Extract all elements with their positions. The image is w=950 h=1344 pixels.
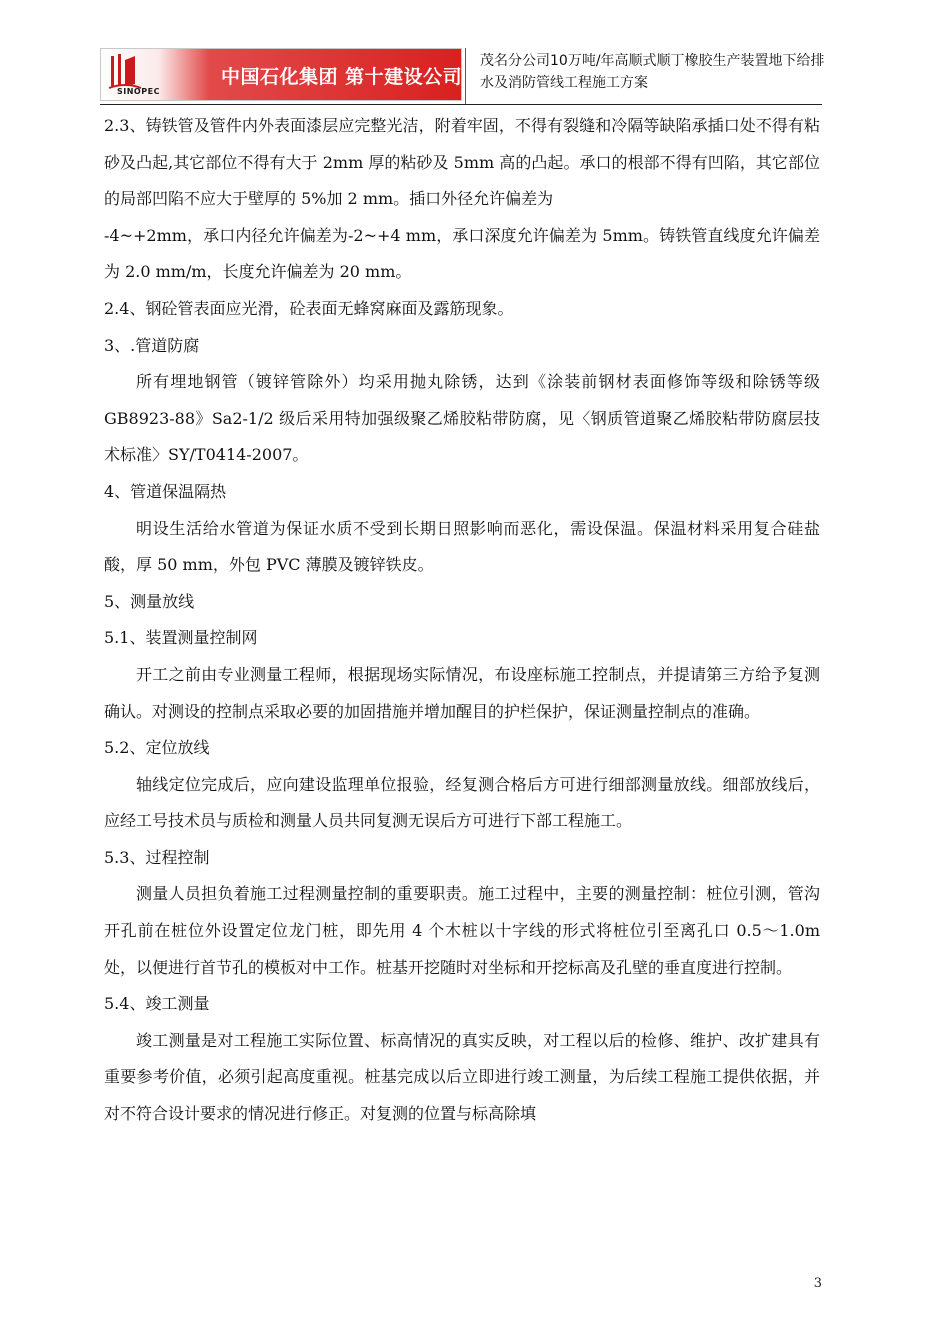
section-heading-4: 4、管道保温隔热	[104, 481, 227, 501]
section-heading-3: 3、.管道防腐	[104, 335, 200, 355]
paragraph-completion-survey: 竣工测量是对工程施工实际位置、标高情况的真实反映，对工程以后的检修、维护、改扩建具有重要参考价值，必须引起高度重视。桩基完成以后立即进行竣工测量，为后续工程施工提供依据，并对不符合设计要求的情况进行修正。对复测的位置与标高除填	[104, 1030, 820, 1124]
section-heading-5: 5、测量放线	[104, 591, 195, 611]
paragraph-2-3: 2.3、铸铁管及管件内外表面漆层应完整光洁，附着牢固，不得有裂缝和冷隔等缺陷承插口处不得有粘砂及凸起,其它部位不得有大于 2mm 厚的粘砂及 5mm 高的凸起。承口的根部不得有凹陷，其它部位的局部凹陷不应大于壁厚的 5%加 2 mm。插口外径允许偏差为	[104, 116, 820, 209]
paragraph-insulation: 明设生活给水管道为保证水质不受到长期日照影响而恶化，需设保温。保温材料采用复合硅盐酸，厚 50 mm，外包 PVC 薄膜及镀锌铁皮。	[104, 518, 820, 575]
paragraph-2-4: 2.4、钢砼管表面应光滑，砼表面无蜂窝麻面及露筋现象。	[104, 298, 514, 318]
header-rule	[100, 104, 822, 105]
page-number: 3	[813, 1276, 822, 1291]
logo-text: 中国石化集团 第十建设公司	[221, 66, 463, 88]
company-logo	[100, 48, 462, 101]
header-divider	[465, 48, 466, 104]
subheading-5-4: 5.4、竣工测量	[104, 994, 210, 1014]
paragraph-positioning: 轴线定位完成后，应向建设监理单位报验，经复测合格后方可进行细部测量放线。细部放线后，应经工号技术员与质检和测量人员共同复测无误后方可进行下部工程施工。	[104, 774, 820, 831]
subheading-5-1: 5.1、装置测量控制网	[104, 628, 258, 648]
subheading-5-3: 5.3、过程控制	[104, 847, 210, 867]
paragraph-process-control: 测量人员担负着施工过程测量控制的重要职责。施工过程中，主要的测量控制：桩位引测，管沟开孔前在桩位外设置定位龙门桩，即先用 4 个木桩以十字线的形式将桩位引至离孔口 0.5～1.0m 处，以便进行首节孔的模板对中工作。桩基开挖随时对坐标和开挖标高及孔壁的垂直度进行控制。	[104, 884, 820, 977]
paragraph-2-3-cont: -4~+2mm，承口内径允许偏差为-2~+4 mm，承口深度允许偏差为 5mm。铸铁管直线度允许偏差为 2.0 mm/m，长度允许偏差为 20 mm。	[104, 225, 820, 282]
document-body	[104, 108, 820, 1133]
document-title: 茂名分公司10万吨/年高顺式顺丁橡胶生产装置地下给排水及消防管线工程施工方案	[480, 53, 825, 91]
paragraph-anticorrosion: 所有埋地钢管（镀锌管除外）均采用抛丸除锈，达到《涂装前钢材表面修饰等级和除锈等级 GB8923-88》Sa2-1/2 级后采用特加强级聚乙烯胶粘带防腐，见〈钢质管道聚乙烯胶粘带防腐层技术标准〉SY/T0414-2007。	[104, 372, 820, 465]
paragraph-control-network: 开工之前由专业测量工程师，根据现场实际情况，布设座标施工控制点，并提请第三方给予复测确认。对测设的控制点采取必要的加固措施并增加醒目的护栏保护，保证测量控制点的准确。	[104, 664, 820, 721]
logo-brand: SINOPEC	[117, 87, 160, 96]
subheading-5-2: 5.2、定位放线	[104, 738, 210, 758]
page-header	[100, 48, 825, 104]
